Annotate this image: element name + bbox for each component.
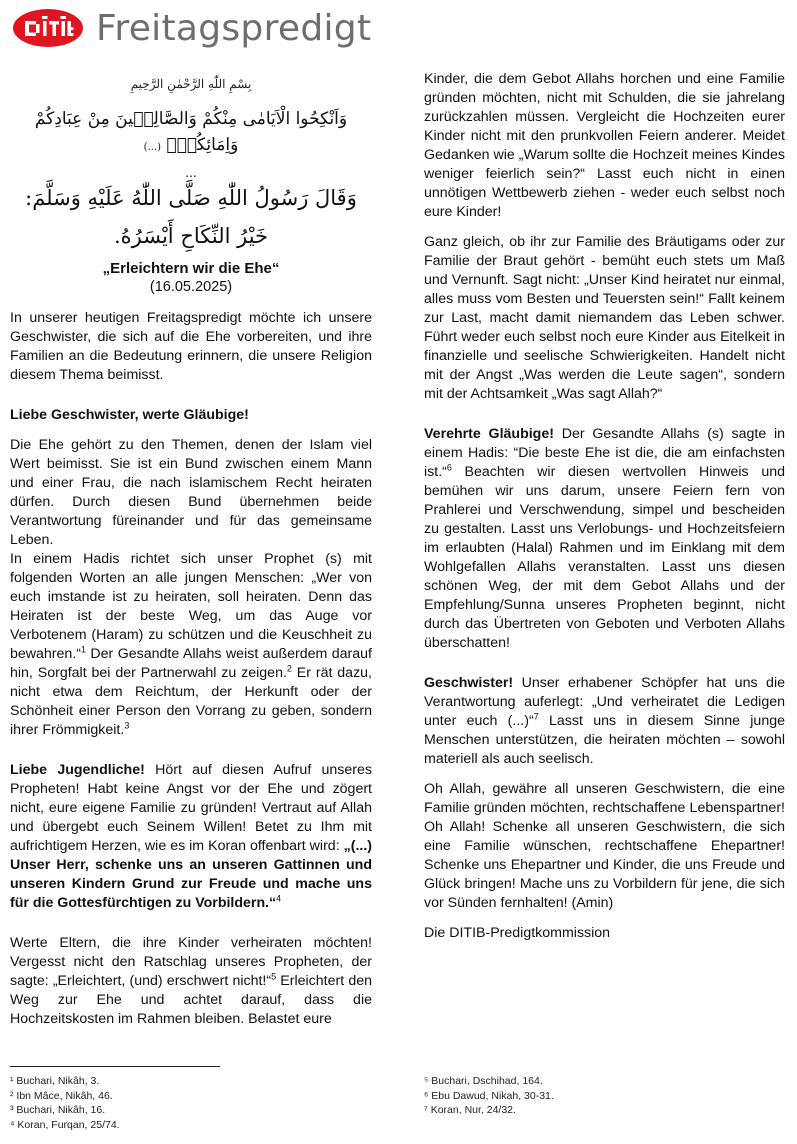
paragraph: Liebe Jugendliche! Hört auf diesen Aufruf unseres Propheten! Habt keine Angst vor der Ehe und zögert nicht, eure eigene Familie zu gründen! Vertraut auf Allah und übergebt euch Seinem Willen! Betet zu Ihm mit aufrichtigem Herzen, wie es im Koran offenbart wird: „(...) Unser Herr, schenke uns an unseren Gattinnen und unseren Kindern Grund zur Freude und mache uns für die Gottesfürchtigen zu Vorbildern.“$^4$ <box>10 762 372 911</box>
footnote-ref: 7 <box>533 711 539 722</box>
greeting-heading: Liebe Geschwister, werte Gläubige! <box>10 407 249 423</box>
sermon-title: „Erleichtern wir die Ehe“ <box>102 260 280 277</box>
footnote: ³ Buchari, Nikâh, 16. <box>10 1104 106 1116</box>
basmala: بِسْمِ اللّٰهِ الرَّحْمٰنِ الرَّحِيمِ <box>130 77 252 91</box>
footnote: ⁶ Ebu Dawud, Nikah, 30-31. <box>424 1089 554 1102</box>
paragraph: Die Ehe gehört zu den Themen, denen der Islam viel Wert beimisst. Sie ist ein Bund zwischen einem Mann und einer Frau, die nach islamischem Recht heiraten dürfen. Durch diesen Bund übernehmen beide Verantwortung füreinander und für das gemeinsame Leben. <box>10 437 372 548</box>
paragraph: Geschwister! Unser erhabener Schöpfer hat uns die Verantwortung auferlegt: „Und verheiratet die Ledigen unter euch (...)“$^7$ Lasst uns in diesem Sinne junge Menschen unterstützen, die heiraten möchten – sowohl materiell als auch seelisch. <box>424 675 785 767</box>
left-column <box>10 70 372 1040</box>
hadith-intro: وَقَالَ رَسُولُ اللّٰهِ صَلَّى اللّٰهُ عَلَيْهِ وَسَلَّمَ: <box>25 186 357 210</box>
footnote-ref: 5 <box>271 971 277 982</box>
page-header <box>12 6 371 50</box>
verse-marker: (...) <box>143 142 161 153</box>
footnote: ⁷ Koran, Nur, 24/32. <box>424 1104 516 1116</box>
prayer-paragraph: Oh Allah, gewähre all unseren Geschwistern, die eine Familie gründen möchten, rechtschaffene Lebenspartner! Oh Allah! Schenke all unseren Geschwistern, die sich eine Familie wünschen, rechtschaffene Ehepartner! Schenke uns Ehepartner und Kinder, die uns Freude und Glück bringen! Mache uns zu Vorbildern für jene, die sich vor Sünden fernhalten! (Amin) <box>424 781 785 911</box>
quran-quote: „(...) Unser Herr, schenke uns an unseren Gattinnen und unseren Kindern Grund zur Freude und mache uns für die Gottesfürchtigen zu Vorbildern.“ <box>10 838 372 911</box>
intro-paragraph: In unserer heutigen Freitagspredigt möchte ich unsere Geschwister, die sich auf die Ehe vorbereiten, und ihre Familien an die Bedeutung erinnern, die unsere Religion diesem Thema beimisst. <box>10 310 372 383</box>
footnote: ⁴ Koran, Furqan, 25/74. <box>10 1118 120 1131</box>
footnote-ref: 2 <box>286 663 292 674</box>
footnote-ref: 6 <box>446 462 452 473</box>
paragraph: Verehrte Gläubige! Der Gesandte Allahs (s) sagte in einem Hadis: “Die beste Ehe ist die, die am einfachsten ist.“$^6$ Beachten wir diesen wertvollen Hinweis und bemühen wir uns darum, unsere Feiern fern von Prahlerei und Verschwendung, simpel und bescheiden zu gestalten. Lasst uns Verlobungs- und Hochzeitsfeiern im erlaubten (Halal) Rahmen und im Einklang mit dem Wohlgefallen Allahs veranstalten. Lasst uns diesen schönen Weg, der mit dem Gebot Allahs und der Empfehlung/Sunna unseres Propheten beginnt, nicht durch das Übertreten von Geboten und Verboten Allahs überschatten! <box>424 426 786 651</box>
footnote-divider <box>10 1066 220 1067</box>
paragraph: In einem Hadis richtet sich unser Prophet (s) mit folgenden Worten an alle jungen Menschen: „Wer von euch imstande ist zu heiraten, soll heiraten. Denn das Heiraten ist der beste Weg, um das Auge vor Verbotenem (Haram) zu schützen und die Keuschheit zu bewahren.“$^1$ Der Gesandte Allahs weist außerdem darauf hin, Sorgfalt bei der Partnerwahl zu zeigen.$^2$ Er rät dazu, nicht etwa dem Reichtum, der Herkunft oder der Schönheit einer Person den Vorrang zu geben, sondern ihrer Frömmigkeit.$^3$ <box>10 551 373 738</box>
paragraph: Werte Eltern, die ihre Kinder verheiraten möchten! Vergesst nicht den Ratschlag unseres Propheten, der sagte: „Erleichtert, (und) erschwert nicht!“$^5$ Erleichtert den Weg zur Ehe und achtet darauf, dass die Hochzeitskosten im Rahmen bleiben. Belastet eure <box>10 935 372 1027</box>
footnotes-right <box>424 1074 784 1118</box>
footnote: ² Ibn Mâce, Nikâh, 46. <box>10 1089 113 1102</box>
sermon-date: (16.05.2025) <box>149 279 233 295</box>
footnotes-left <box>10 1074 370 1132</box>
paragraph: Kinder, die dem Gebot Allahs horchen und eine Familie gründen möchten, nicht mit Schulden, die sie jahrelang zurückzahlen müssen. Vergleicht die Hochzeiten eurer Kinder nicht mit den prunkvollen Feiern anderer. Meidet Gedanken wie „Warum sollte die Hochzeit meines Kindes weniger feierlich sein?“ Lasst euch nicht in einen unnötigen Wettbewerb ziehen - weder euch selbst noch eure Kinder! <box>424 71 785 220</box>
footnote: ⁵ Buchari, Dschihad, 164. <box>424 1075 543 1087</box>
arabic-verse-text: وَاَنْكِحُوا الْاَيَامٰى مِنْكُمْ وَالصَّالِح۪ينَ مِنْ عِبَادِكُمْ وَاِمَائِكُمْۜ <box>34 109 348 155</box>
hadith-arabic: خَيْرُ النِّكَاحِ أَيْسَرُهُ. <box>113 224 269 248</box>
brand-title: Freitagspredigt <box>96 7 372 49</box>
ellipsis: ... <box>185 164 197 180</box>
signature: Die DITIB-Predigtkommission <box>424 925 611 941</box>
ditib-logo <box>12 8 84 48</box>
arabic-verse <box>10 106 372 161</box>
footnote-ref: 1 <box>80 644 86 655</box>
paragraph: Ganz gleich, ob ihr zur Familie des Bräutigams oder zur Familie der Braut gehört - bemüht euch stets um Maß und Vernunft. Sagt nicht: „Unser Kind heiratet nur einmal, alles muss vom Besten und Teuersten sein!“ Fallt keinem zur Last, macht damit niemandem das Leben schwer. Führt weder euch selbst noch eure Kinder aus Eitelkeit in finanzielle und seelische Schwierigkeiten. Handelt nicht mit der Angst „Was werden die Leute sagen“, sondern mit der Achtsamkeit „Was sagt Allah?“ <box>424 234 785 402</box>
footnote-ref: 4 <box>276 893 282 904</box>
footnote-ref: 3 <box>124 720 130 731</box>
right-column <box>424 70 785 954</box>
footnote: ¹ Buchari, Nikâh, 3. <box>10 1075 100 1087</box>
